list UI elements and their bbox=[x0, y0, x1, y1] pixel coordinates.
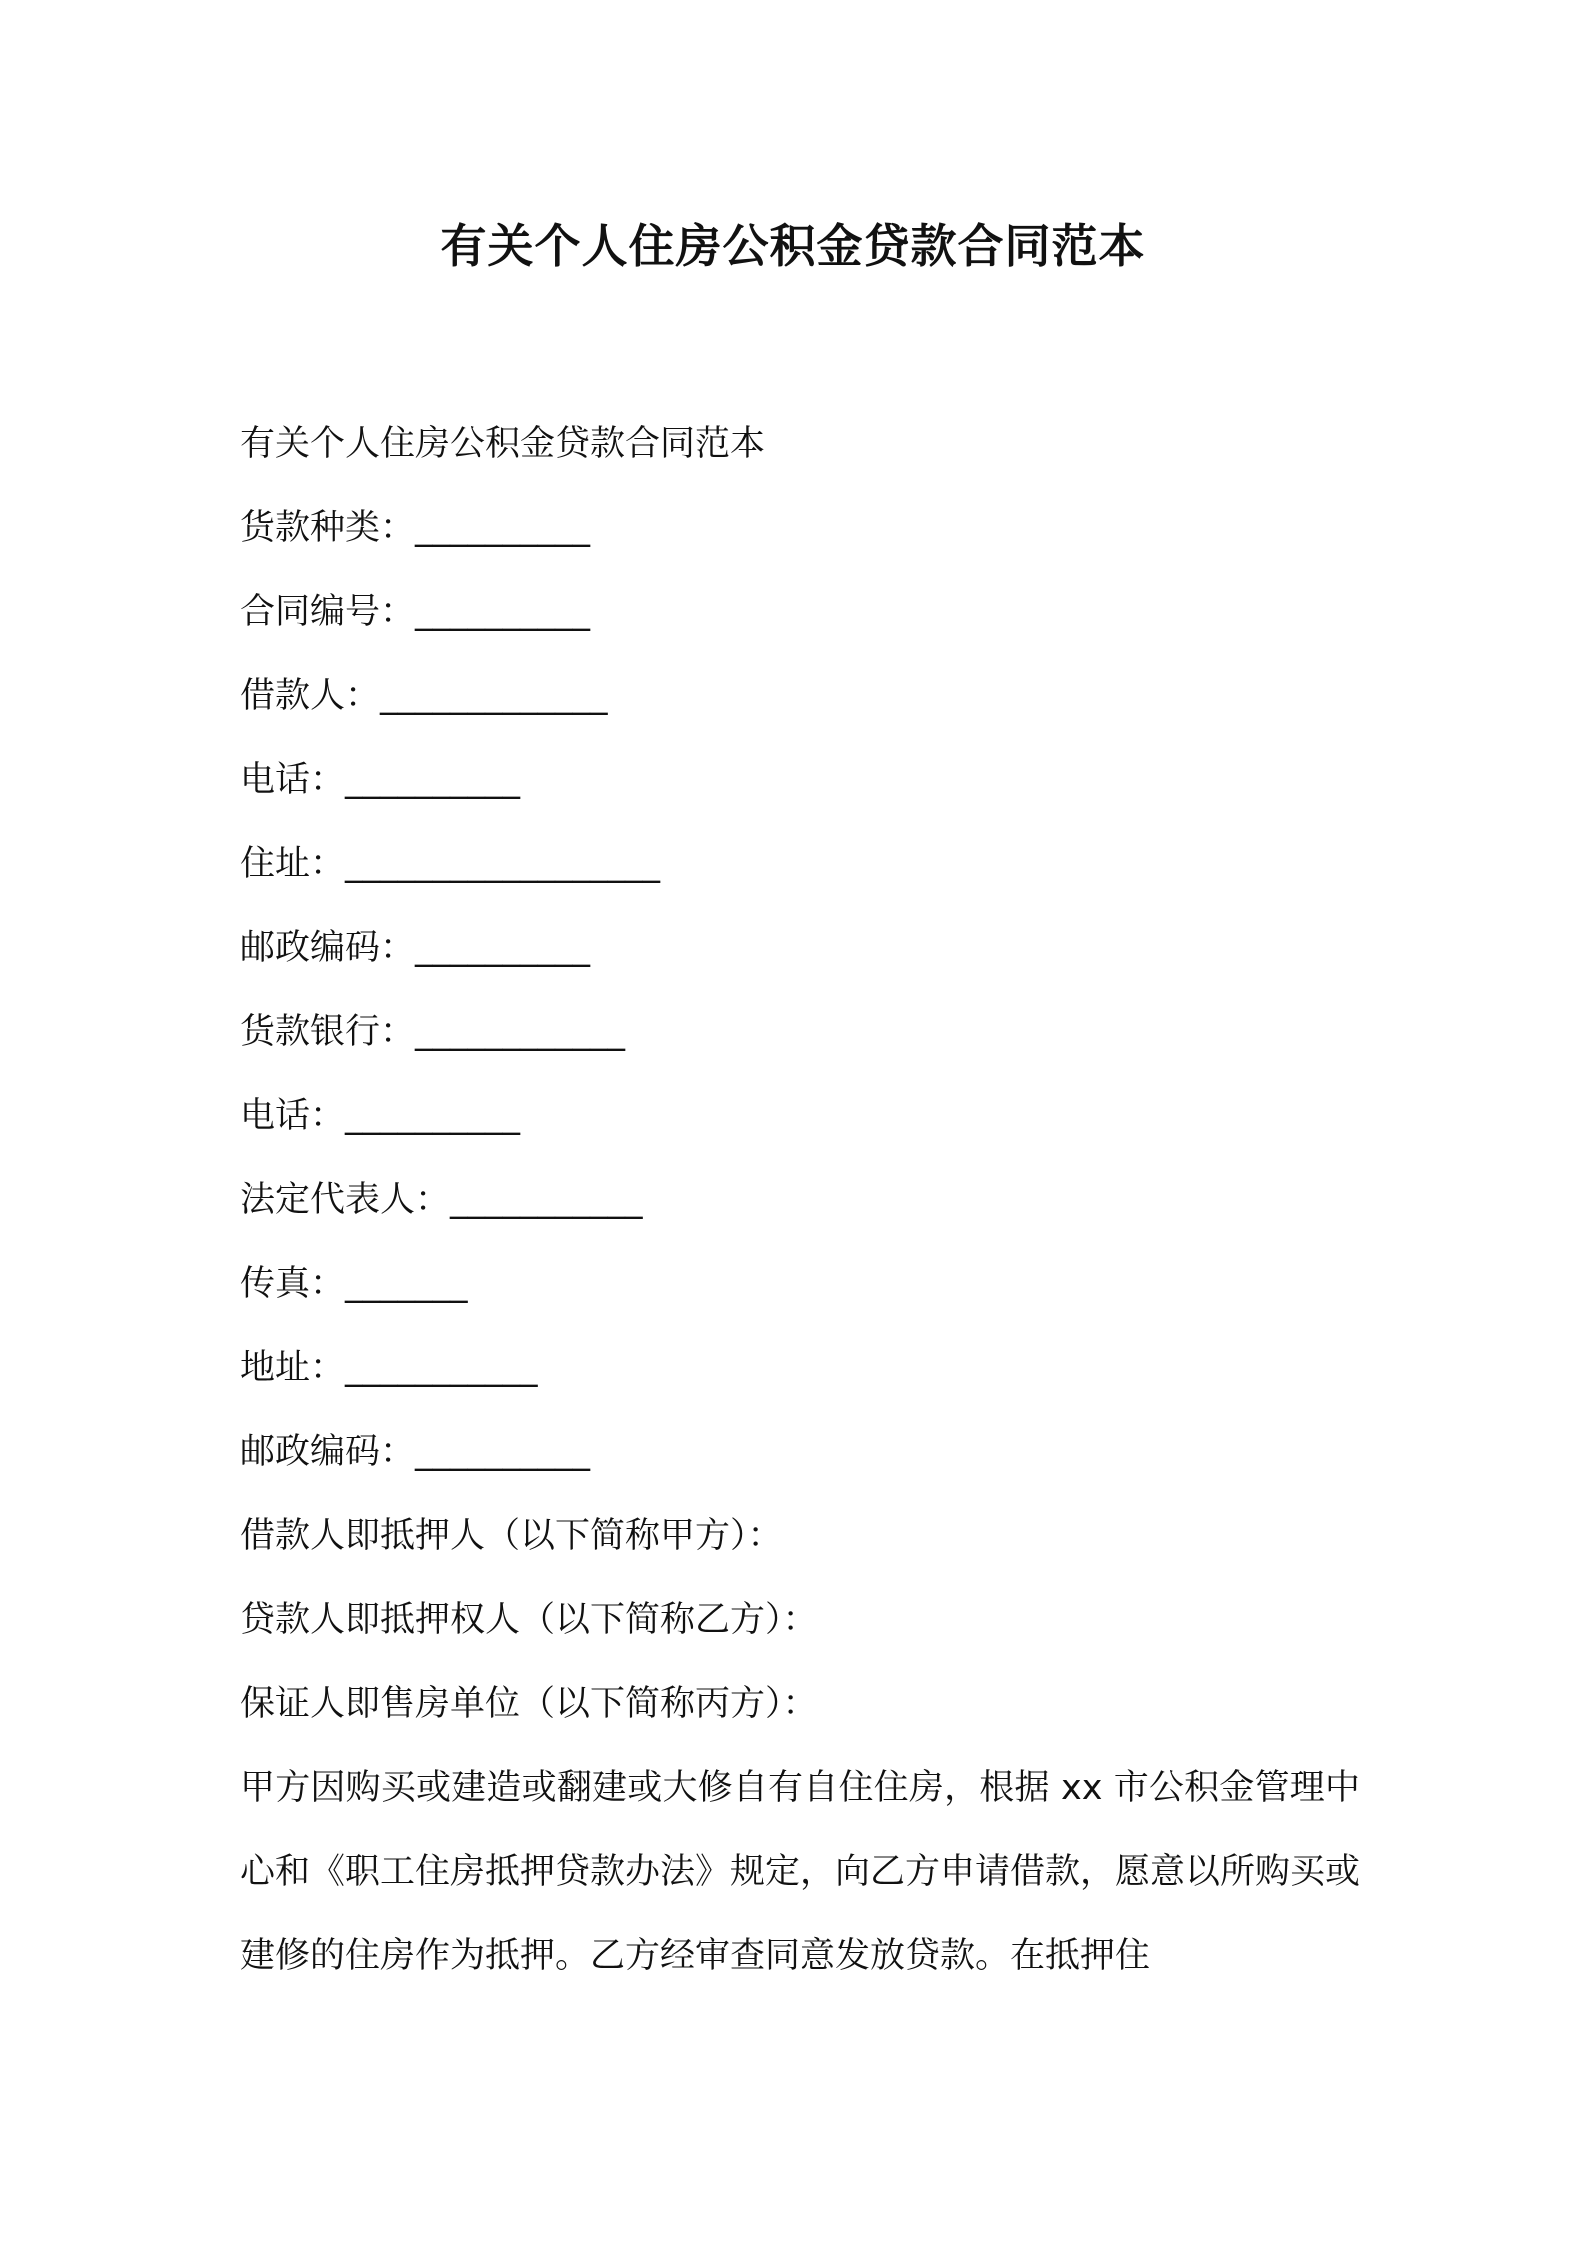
field-borrower-phone bbox=[240, 738, 1360, 822]
field-label: 邮政编码： bbox=[240, 928, 416, 968]
field-blank: _____________ bbox=[380, 676, 608, 716]
field-blank: ___________ bbox=[345, 1348, 538, 1388]
field-contract-number bbox=[240, 570, 1360, 654]
field-label: 电话： bbox=[240, 1096, 346, 1136]
field-label: 邮政编码： bbox=[240, 1432, 416, 1472]
party-c: 保证人即售房单位（以下简称丙方）： bbox=[240, 1684, 818, 1724]
field-label: 住址： bbox=[240, 844, 346, 884]
field-bank-phone bbox=[240, 1074, 1360, 1158]
field-label: 货款银行： bbox=[240, 1012, 416, 1052]
field-blank: ____________ bbox=[415, 1012, 626, 1052]
field-blank: __________ bbox=[415, 1432, 591, 1472]
field-borrower-postcode bbox=[240, 906, 1360, 990]
field-blank: ___________ bbox=[450, 1180, 643, 1220]
party-a: 借款人即抵押人（以下简称甲方）： bbox=[240, 1516, 783, 1556]
field-blank: __________________ bbox=[345, 844, 661, 884]
field-label: 传真： bbox=[240, 1264, 346, 1304]
field-fax bbox=[240, 1242, 1360, 1326]
field-bank-postcode bbox=[240, 1410, 1360, 1494]
field-borrower-address bbox=[240, 822, 1360, 906]
contract-paragraph: 甲方因购买或建造或翻建或大修自有自住住房，根据 xx 市公积金管理中心和《职工住房抵押贷款办法》规定，向乙方申请借款，愿意以所购买或建修的住房作为抵押。乙方经审查同意发放贷款。在抵押住 bbox=[240, 1768, 1361, 1976]
field-borrower bbox=[240, 654, 1360, 738]
field-bank-address bbox=[240, 1326, 1360, 1410]
document-subtitle: 有关个人住房公积金贷款合同范本 bbox=[240, 424, 766, 464]
party-b: 贷款人即抵押权人（以下简称乙方）： bbox=[240, 1600, 818, 1640]
field-label: 货款种类： bbox=[240, 508, 416, 548]
field-label: 借款人： bbox=[240, 676, 381, 716]
field-loan-type bbox=[240, 486, 1360, 570]
field-label: 法定代表人： bbox=[240, 1180, 451, 1220]
field-lending-bank bbox=[240, 990, 1360, 1074]
document-body bbox=[240, 402, 1360, 1998]
field-blank: __________ bbox=[345, 1096, 521, 1136]
field-legal-representative bbox=[240, 1158, 1360, 1242]
field-blank: __________ bbox=[415, 928, 591, 968]
field-blank: __________ bbox=[345, 760, 521, 800]
field-blank: _______ bbox=[345, 1264, 468, 1304]
field-blank: __________ bbox=[415, 592, 591, 632]
field-label: 电话： bbox=[240, 760, 346, 800]
field-label: 地址： bbox=[240, 1348, 346, 1388]
document-title: 有关个人住房公积金贷款合同范本 bbox=[440, 219, 1146, 273]
field-blank: __________ bbox=[415, 508, 591, 548]
field-label: 合同编号： bbox=[240, 592, 416, 632]
